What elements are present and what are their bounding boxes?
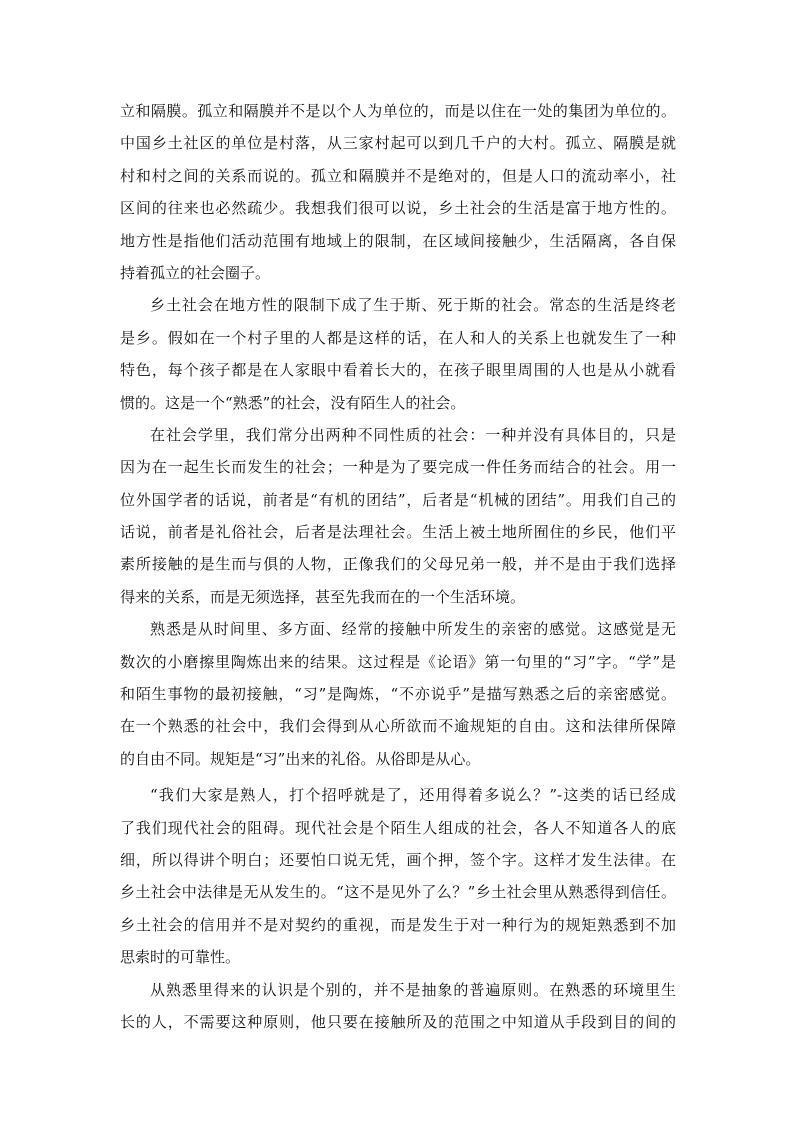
text-line: 中国乡土社区的单位是村落，从三家村起可以到几千户的大村。孤立、隔膜是就 (120, 134, 676, 153)
text-line: 了我们现代社会的阻碍。现代社会是个陌生人组成的社会，各人不知道各人的底 (120, 818, 676, 837)
text-line: 特色，每个孩子都是在人家眼中看着长大的，在孩子眼里周围的人也是从小就看 (120, 361, 676, 380)
text-line: 村和村之间的关系而说的。孤立和隔膜并不是绝对的，但是人口的流动率小，社 (120, 166, 676, 185)
document-page (120, 95, 676, 1038)
paragraph-6 (120, 974, 676, 1039)
text-line: 立和隔膜。孤立和隔膜并不是以个人为单位的，而是以住在一处的集团为单位的。 (120, 102, 676, 120)
text-line: 和陌生事物的最初接触，“习”是陶炼，“不亦说乎”是描写熟悉之后的亲密感觉。 (120, 685, 676, 704)
text-line: 从熟悉里得来的认识是个别的，并不是抽象的普遍原则。在熟悉的环境里生 (150, 980, 676, 999)
text-line: 因为在一起生长而发生的社会；一种是为了要完成一件任务而结合的社会。用一 (120, 458, 676, 477)
text-line: 素所接触的是生而与俱的人物，正像我们的父母兄弟一般，并不是由于我们选择 (120, 555, 676, 574)
text-line: 乡土社会的信用并不是对契约的重视，而是发生于对一种行为的规矩熟悉到不加 (120, 915, 676, 934)
text-line: 持着孤立的社会圈子。 (120, 263, 271, 282)
text-line: 地方性是指他们活动范围有地域上的限制，在区域间接触少，生活隔离，各自保 (120, 231, 676, 250)
text-line: 思索时的可靠性。 (120, 948, 241, 967)
text-line: 数次的小磨擦里陶炼出来的结果。这过程是《论语》第一句里的“习”字。“学”是 (120, 652, 676, 671)
text-line: 长的人，不需要这种原则，他只要在接触所及的范围之中知道从手段到目的间的 (120, 1012, 676, 1031)
paragraph-2 (120, 289, 676, 419)
text-line: 在一个熟悉的社会中，我们会得到从心所欲而不逾规矩的自由。这和法律所保障 (120, 717, 676, 736)
text-line: 熟悉是从时间里、多方面、经常的接触中所发生的亲密的感觉。这感觉是无 (150, 620, 676, 639)
text-line: 细，所以得讲个明白；还要怕口说无凭，画个押，签个字。这样才发生法律。在 (120, 850, 676, 869)
text-line: 乡土社会中法律是无从发生的。“这不是见外了么？”乡土社会里从熟悉得到信任。 (120, 883, 676, 902)
text-line: 得来的关系，而是无须选择，甚至先我而在的一个生活环境。 (120, 587, 526, 606)
text-line: 乡土社会在地方性的限制下成了生于斯、死于斯的社会。常态的生活是终老 (150, 296, 676, 315)
text-line: 的自由不同。规矩是“习”出来的礼俗。从俗即是从心。 (120, 749, 481, 768)
paragraph-3 (120, 419, 676, 613)
text-line: 话说，前者是礼俗社会，后者是法理社会。生活上被土地所囿住的乡民，他们平 (120, 523, 676, 542)
text-line: 位外国学者的话说，前者是“有机的团结”，后者是“机械的团结”。用我们自己的 (120, 490, 676, 509)
paragraph-4 (120, 613, 676, 775)
text-line: 是乡。假如在一个村子里的人都是这样的话，在人和人的关系上也就发生了一种 (120, 328, 676, 347)
paragraph-1 (120, 95, 676, 289)
text-line: 惯的。这是一个“熟悉”的社会，没有陌生人的社会。 (120, 393, 466, 412)
paragraph-5 (120, 779, 676, 973)
text-line: 区间的往来也必然疏少。我想我们很可以说，乡土社会的生活是富于地方性的。 (120, 199, 676, 218)
text-line: “我们大家是熟人，打个招呼就是了，还用得着多说么？”-这类的话已经成 (150, 786, 676, 805)
text-line: 在社会学里，我们常分出两种不同性质的社会：一种并没有具体目的，只是 (150, 425, 676, 444)
